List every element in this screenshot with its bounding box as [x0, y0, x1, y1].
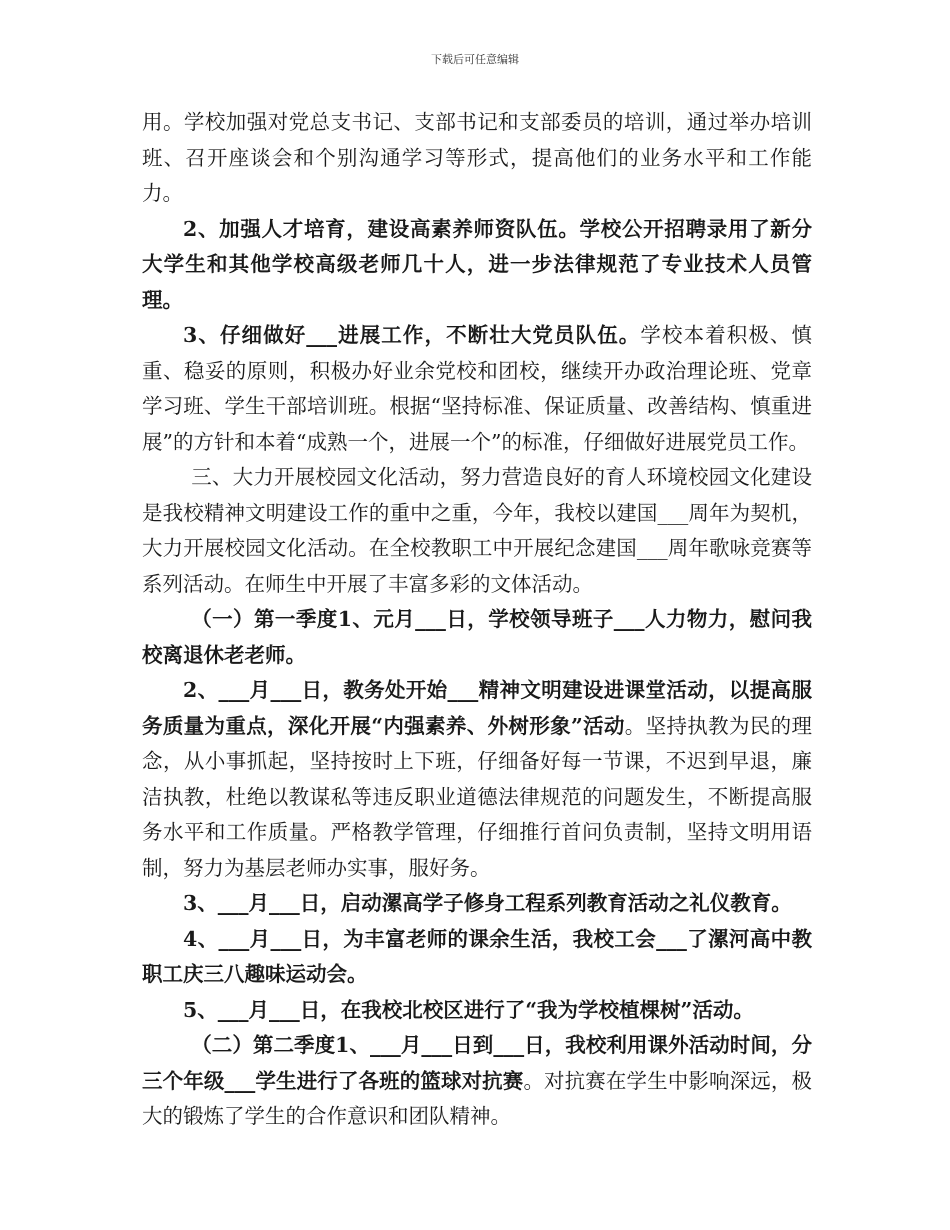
paragraph-q1-item3: [142, 886, 812, 922]
paragraph-training: [142, 105, 812, 212]
page-header: 下载后可任意编辑: [431, 53, 519, 66]
paragraph-campus-culture: [142, 460, 812, 602]
paragraph-heading: （一）第一季度1、元月___日，学校领导班子___人力物力，慰问我校离退休老老师。: [142, 607, 812, 667]
paragraph-heading: 2、加强人才培育，建设高素养师资队伍。学校公开招聘录用了新分大学生和其他学校高级老师几十人，进一步法律规范了专业技术人员管理。: [142, 216, 812, 312]
paragraph-heading: 2、___月___日，教务处开始___精神文明建设进课堂活动，以提高服务质量为重点，深化开展“内强素养、外树形象”活动: [142, 678, 812, 738]
paragraph-text: 用。学校加强对党总支书记、支部书记和支部委员的培训，通过举办培训班、召开座谈会和个别沟通学习等形式，提高他们的业务水平和工作能力。: [142, 110, 812, 205]
paragraph-q1-item1: [142, 602, 812, 673]
paragraph-heading: 5、___月___日，在我校北校区进行了“我为学校植棵树”活动。: [183, 997, 754, 1022]
paragraph-heading: 4、___月___日，为丰富老师的课余生活，我校工会___了漯河高中教职工庆三八趣味运动会。: [142, 926, 812, 986]
paragraph-talent: [142, 212, 812, 319]
paragraph-q1-item5: [142, 993, 812, 1029]
paragraph-text: 。对抗赛在学生中影响深远，极大的锻炼了学生的合作意识和团队精神。: [142, 1068, 813, 1128]
paragraph-heading: 3、仔细做好___进展工作，不断壮大党员队伍。: [183, 323, 641, 347]
paragraph-q1-item2: [142, 673, 812, 886]
paragraph-text: 三、大力开展校园文化活动，努力营造良好的育人环境校园文化建设是我校精神文明建设工作的重中之重，今年，我校以建国___周年为契机，大力开展校园文化活动。在全校教职工中开展纪念建国___周年歌咏竞赛等系列活动。在师生中开展了丰富多彩的文体活动。: [142, 465, 812, 596]
document-body: [142, 105, 812, 1135]
paragraph-text: 学校本着积极、慎重、稳妥的原则，积极办好业余党校和团校，继续开办政治理论班、党章学习班、学生干部培训班。根据“坚持标准、保证质量、改善结构、慎重进展”的方针和本着“成熟一个，进展一个”的标准，仔细做好进展党员工作。: [142, 323, 813, 454]
paragraph-text: 。坚持执教为民的理念，从小事抓起，坚持按时上下班，仔细备好每一节课，不迟到早退，廉洁执教，杜绝以教谋私等违反职业道德法律规范的问题发生，不断提高服务水平和工作质量。严格教学管理，仔细推行首问负责制，坚持文明用语制，努力为基层老师办实事，服好务。: [142, 713, 812, 880]
paragraph-q2-item1: [142, 1028, 812, 1135]
paragraph-heading: 3、___月___日，启动漯高学子修身工程系列教育活动之礼仪教育。: [183, 891, 792, 915]
paragraph-party-members: [142, 318, 812, 460]
paragraph-heading: （二）第二季度1、___月___日到___日，我校利用课外活动时间，分三个年级___学生进行了各班的篮球对抗赛: [142, 1033, 812, 1093]
paragraph-q1-item4: [142, 922, 812, 993]
